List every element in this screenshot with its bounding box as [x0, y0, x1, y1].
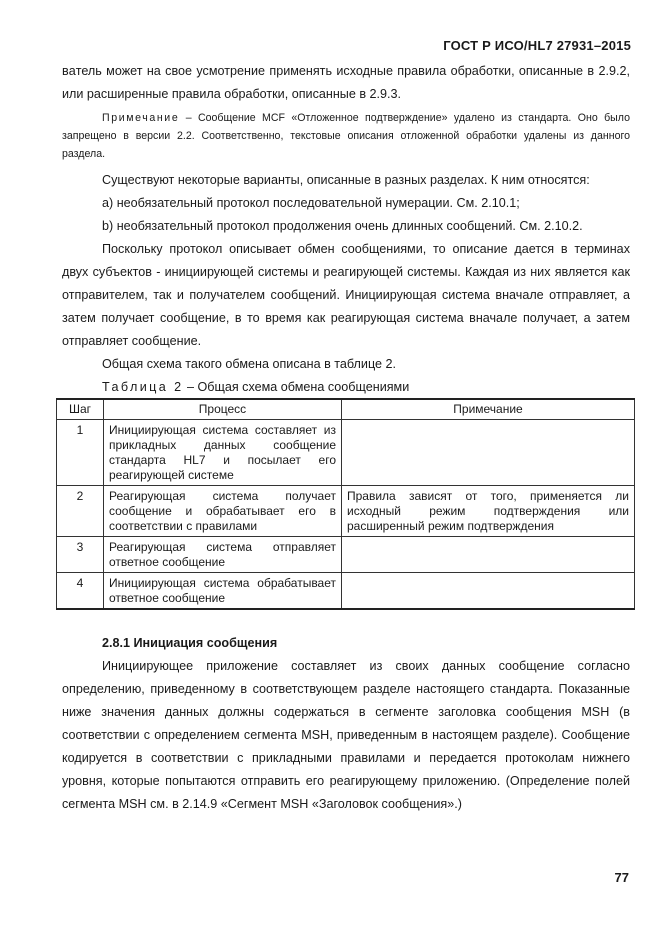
table-row — [57, 537, 635, 573]
document-header: ГОСТ Р ИСО/HL7 27931–2015 — [443, 38, 631, 53]
header-step: Шаг — [57, 399, 104, 420]
note-text: – Сообщение MCF «Отложенное подтверждение» удалено из стандарта. Оно было запрещено в версии 2.2. Соответственно, текстовые описания отложенной обработки удалены из данного раздела. — [62, 112, 630, 160]
table-row — [57, 573, 635, 610]
table-header-row — [57, 399, 635, 420]
section-2-8-1 — [62, 632, 630, 816]
cell-note — [342, 573, 635, 610]
paragraph-variants: Существуют некоторые варианты, описанные в разных разделах. К ним относятся: — [102, 173, 590, 187]
exchange-table — [56, 398, 635, 610]
cell-step: 2 — [57, 486, 104, 537]
cell-note — [342, 537, 635, 573]
header-process: Процесс — [104, 399, 342, 420]
cell-note: Правила зависят от того, применяется ли исходный режим подтверждения или расширенный режим подтверждения — [342, 486, 635, 537]
table-row — [57, 486, 635, 537]
cell-process: Инициирующая система составляет из прикладных данных сообщение стандарта HL7 и посылает его реагирующей системе — [104, 420, 342, 486]
cell-process: Реагирующая система отправляет ответное сообщение — [104, 537, 342, 573]
cell-step: 1 — [57, 420, 104, 486]
table-row — [57, 420, 635, 486]
cell-note — [342, 420, 635, 486]
cell-process: Инициирующая система обрабатывает ответное сообщение — [104, 573, 342, 610]
page-number: 77 — [614, 870, 629, 885]
paragraph-protocol: Поскольку протокол описывает обмен сообщениями, то описание дается в терминах двух субъектов - инициирующей системы и реагирующей системы. Каждая из них является как отправителем, так и получателем сообщений. Инициирующая система вначале отправляет, а затем получает сообщение, в то время как реагирующая система вначале получает, а затем отправляет сообщение. — [62, 242, 630, 348]
list-item-b: b) необязательный протокол продолжения очень длинных сообщений. См. 2.10.2. — [102, 219, 583, 233]
cell-step: 4 — [57, 573, 104, 610]
table-caption — [62, 376, 630, 399]
note-lead: Примечание — [102, 112, 180, 124]
paragraph-continuation: вaтель может на свое усмотрение применять исходные правила обработки, описанные в 2.9.2, или расширенные правила обработки, описанные в 2.9.3. — [62, 64, 630, 101]
section-paragraph: Инициирующее приложение составляет из своих данных сообщение согласно определению, приведенному в соответствующем разделе настоящего стандарта. Показанные ниже значения данных должны содержаться в сегменте заголовка сообщения MSH (в соответствии с определением сегмента MSH, приведенным в настоящем разделе). Сообщение кодируется в соответствии с прикладными правилами и передается протоколам нижнего уровня, которые попытаются отправить его реагирующему приложению. (Определение полей сегмента MSH см. в 2.14.9 «Сегмент MSH «Заголовок сообщения».) — [62, 659, 630, 811]
table-caption-title: – Общая схема обмена сообщениями — [183, 380, 410, 394]
section-heading: 2.8.1 Инициация сообщения — [102, 636, 278, 650]
header-note: Примечание — [342, 399, 635, 420]
main-text — [62, 60, 630, 399]
note — [62, 109, 630, 163]
table-caption-label: Таблица 2 — [102, 380, 184, 394]
cell-step: 3 — [57, 537, 104, 573]
paragraph-table-ref: Общая схема такого обмена описана в таблице 2. — [102, 357, 397, 371]
cell-process: Реагирующая система получает сообщение и обрабатывает его в соответствии с правилами — [104, 486, 342, 537]
list-item-a: a) необязательный протокол последовательной нумерации. См. 2.10.1; — [102, 196, 520, 210]
